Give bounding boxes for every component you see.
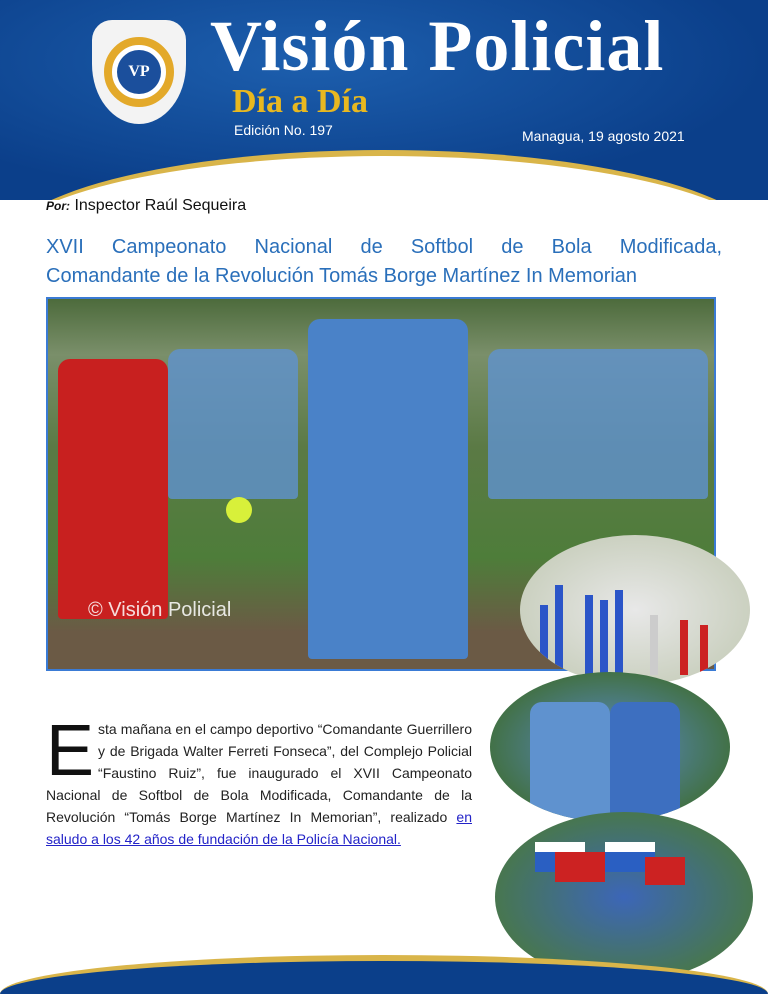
crowd-figure	[488, 349, 708, 499]
headline-word: Campeonato	[111, 236, 227, 258]
softball	[226, 497, 252, 523]
vp-logo: VP	[92, 20, 186, 124]
officers-photo	[490, 672, 730, 822]
parade-photo	[495, 812, 753, 982]
edition-number: Edición No. 197	[234, 122, 333, 138]
speaker-figure	[58, 359, 168, 619]
trophies-photo	[520, 535, 750, 685]
photo-watermark: © Visión Policial	[88, 599, 232, 621]
byline	[46, 197, 246, 215]
article-paragraph: sta mañana en el campo deportivo “Comandante Guerrillero y de Brigada Walter Ferreti Fonseca”, del Complejo Policial “Faustino Ruiz”, fue inaugurado el XVII Campeonato Nacional de Softbol de Bola Modificada, Comandante de la Revolución “Tomás Borge Martínez In Memorian”, realizado	[46, 721, 472, 825]
headline-line-2: Comandante de la Revolución Tomás Borge Martínez In Memorian	[46, 265, 638, 287]
headline-word: XVII	[46, 236, 84, 258]
headline-word: Modificada,	[619, 236, 722, 258]
masthead	[0, 0, 768, 200]
headline-word: de	[501, 236, 524, 258]
header-gold-curve	[0, 150, 768, 200]
article-headline	[46, 233, 722, 291]
headline-word: Bola	[551, 236, 592, 258]
byline-author: Inspector Raúl Sequeira	[74, 197, 247, 214]
article-link[interactable]: en saludo a los 42 años de fundación de la Policía Nacional.	[46, 809, 472, 847]
article-body	[46, 711, 472, 850]
crowd-figure	[168, 349, 298, 499]
officer-figure	[308, 319, 468, 659]
byline-prefix: Por:	[46, 199, 70, 213]
headline-word: Softbol	[410, 236, 474, 258]
issue-date: Managua, 19 agosto 2021	[522, 128, 685, 144]
publication-subtitle: Día a Día	[232, 83, 368, 120]
drop-cap: E	[46, 711, 95, 791]
publication-title: Visión Policial	[210, 6, 665, 86]
headline-word: Nacional	[254, 236, 333, 258]
headline-word: de	[360, 236, 383, 258]
